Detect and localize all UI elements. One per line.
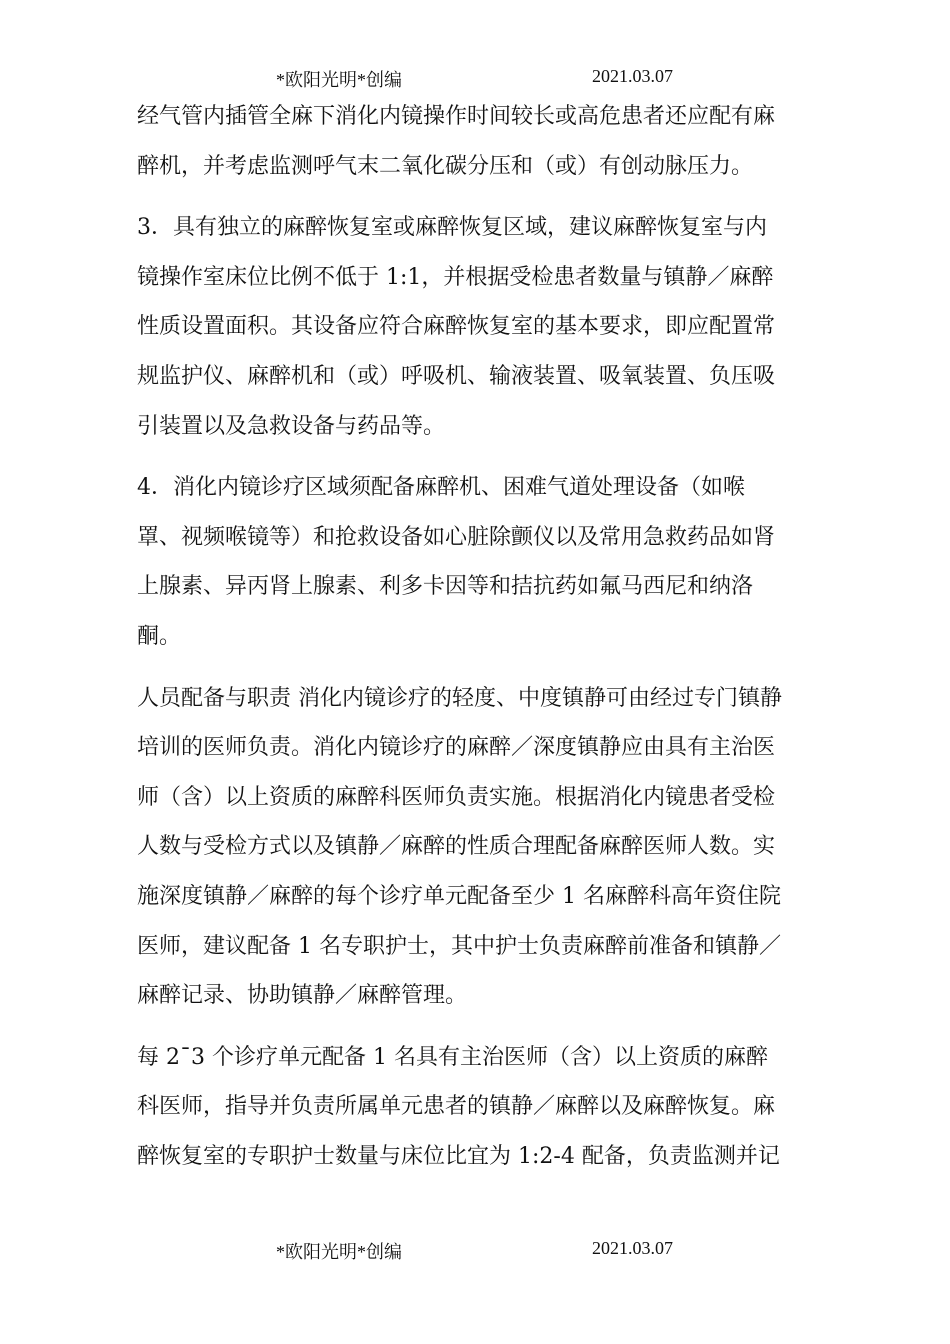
text-line: 罩、视频喉镜等）和抢救设备如心脏除颤仪以及常用急救药品如肾 (137, 524, 776, 550)
footer-author: *欧阳光明*创编 (276, 1242, 402, 1262)
paragraph (137, 463, 817, 661)
paragraph (137, 92, 817, 191)
header-author: *欧阳光明*创编 (276, 70, 402, 90)
text-line: 3．具有独立的麻醉恢复室或麻醉恢复区域，建议麻醉恢复室与内 (137, 215, 767, 241)
text-line: 人员配备与职责 消化内镜诊疗的轻度、中度镇静可由经过专门镇静 (137, 685, 782, 711)
paragraph (137, 674, 817, 1021)
text-line: 经气管内插管全麻下消化内镜操作时间较长或高危患者还应配有麻 (137, 104, 776, 129)
text-line: 上腺素、异丙肾上腺素、利多卡因等和拮抗药如氟马西尼和纳洛 (137, 574, 754, 600)
document-body (137, 92, 817, 1181)
text-line: 规监护仪、麻醉机和（或）呼吸机、输液装置、吸氧装置、负压吸 (137, 363, 776, 389)
paragraph (137, 203, 817, 451)
text-line: 醉机，并考虑监测呼气末二氧化碳分压和（或）有创动脉压力。 (137, 153, 754, 179)
text-line: 培训的医师负责。消化内镜诊疗的麻醉／深度镇静应由具有主治医 (137, 735, 776, 761)
text-line: 醉恢复室的专职护士数量与床位比宜为 1:2-4 配备，负责监测并记 (137, 1143, 780, 1169)
text-line: 科医师，指导并负责所属单元患者的镇静／麻醉以及麻醉恢复。麻 (137, 1094, 776, 1120)
text-line: 麻醉记录、协助镇静／麻醉管理。 (137, 983, 468, 1009)
text-line: 4．消化内镜诊疗区域须配备麻醉机、困难气道处理设备（如喉 (137, 475, 745, 501)
text-line: 每 2¯3 个诊疗单元配备 1 名具有主治医师（含）以上资质的麻醉 (137, 1044, 768, 1070)
text-line: 施深度镇静／麻醉的每个诊疗单元配备至少 1 名麻醉科高年资住院 (137, 883, 781, 909)
text-line: 镜操作室床位比例不低于 1:1，并根据受检患者数量与镇静／麻醉 (137, 264, 774, 290)
text-line: 人数与受检方式以及镇静／麻醉的性质合理配备麻醉医师人数。实 (137, 834, 776, 860)
text-line: 医师，建议配备 1 名专职护士，其中护士负责麻醉前准备和镇静／ (137, 933, 781, 959)
text-line: 酮。 (137, 623, 182, 649)
paragraph (137, 1033, 817, 1182)
header-date: 2021.03.07 (592, 66, 673, 86)
text-line: 性质设置面积。其设备应符合麻醉恢复室的基本要求，即应配置常 (137, 314, 776, 340)
page-footer (0, 1238, 950, 1268)
footer-date: 2021.03.07 (592, 1238, 673, 1258)
text-line: 师（含）以上资质的麻醉科医师负责实施。根据消化内镜患者受检 (137, 784, 776, 810)
text-line: 引装置以及急救设备与药品等。 (137, 413, 446, 439)
